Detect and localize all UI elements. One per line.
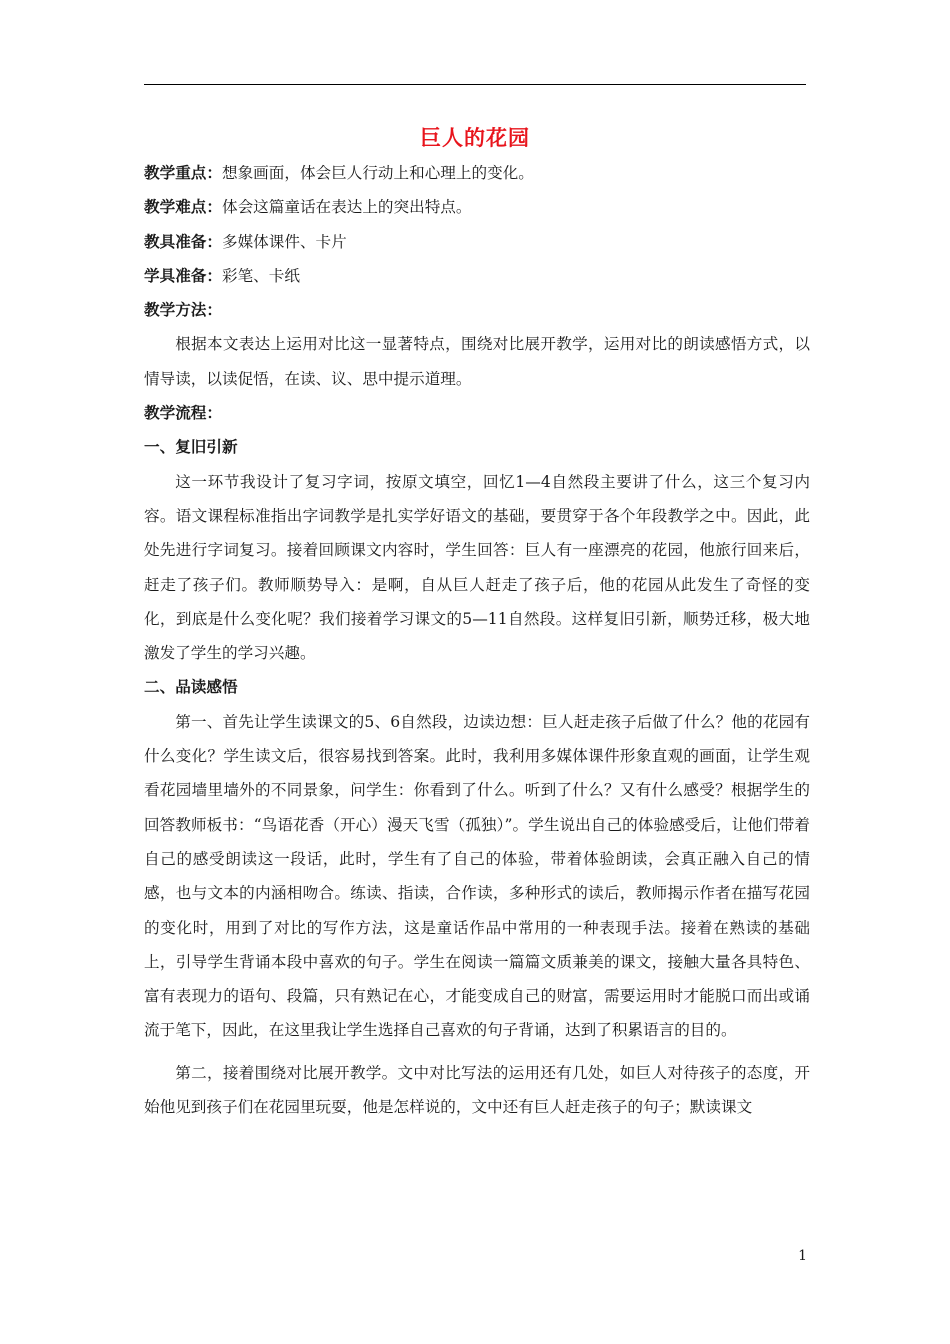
meta-label: 教学重点： — [144, 164, 222, 182]
meta-difficulty — [144, 190, 810, 224]
meta-label: 学具准备： — [144, 266, 222, 285]
meta-value: 体会这篇童话在表达上的突出特点。 — [221, 198, 472, 217]
header-rule — [144, 84, 806, 85]
meta-value: 多媒体课件、卡片 — [221, 232, 347, 251]
section-2-heading: 二、品读感悟 — [144, 678, 238, 697]
meta-key-point — [144, 156, 810, 190]
section-1-paragraph: 这一环节我设计了复习字词，按原文填空，回忆1—4自然段主要讲了什么，这三个复习内容。语文课程标准指出字词教学是扎实学好语文的基础，要贯穿于各个年段教学之中。因此，此处先进行字词复习。接着回顾课文内容时，学生回答：巨人有一座漂亮的花园，他旅行回来后，赶走了孩子们。教师顺势导入：是啊，自从巨人赶走了孩子后，他的花园从此发生了奇怪的变化，到底是什么变化呢？我们接着学习课文的5—11自然段。这样复旧引新，顺势迁移，极大地激发了学生的学习兴趣。 — [144, 472, 810, 663]
meta-value: 想象画面，体会巨人行动上和心理上的变化。 — [221, 164, 534, 182]
section-2-paragraph-2: 第二，接着围绕对比展开教学。文中对比写法的运用还有几处，如巨人对待孩子的态度，开始他见到孩子们在花园里玩耍，他是怎样说的，文中还有巨人赶走孩子的句子；默读课文 — [144, 1063, 810, 1117]
meta-student-materials — [144, 259, 810, 293]
meta-teacher-materials — [144, 225, 810, 259]
method-paragraph: 根据本文表达上运用对比这一显著特点，围绕对比展开教学，运用对比的朗读感悟方式，以情导读，以读促悟，在读、议、思中提示道理。 — [144, 335, 810, 388]
document-body — [144, 156, 810, 1124]
meta-value: 彩笔、卡纸 — [221, 266, 300, 285]
section-2-paragraph-1: 第一、首先让学生读课文的5、6自然段，边读边想：巨人赶走孩子后做了什么？他的花园有什么变化？学生读文后，很容易找到答案。此时，我利用多媒体课件形象直观的画面，让学生观看花园墙里墙外的不同景象，问学生：你看到了什么。听到了什么？又有什么感受？根据学生的回答教师板书：“鸟语花香（开心）漫天飞雪（孤独）”。学生说出自己的体验感受后，让他们带着自己的感受朗读这一段话，此时，学生有了自己的体验，带着体验朗读，会真正融入自己的情感，也与文本的内涵相吻合。练读、指读，合作读，多种形式的读后，教师揭示作者在描写花园的变化时，用到了对比的写作方法，这是童话作品中常用的一种表现手法。接着在熟读的基础上，引导学生背诵本段中喜欢的句子。学生在阅读一篇篇文质兼美的课文，接触大量各具特色、富有表现力的语句、段篇，只有熟记在心，才能变成自己的财富，需要运用时才能脱口而出或诵流于笔下，因此，在这里我让学生选择自己喜欢的句子背诵，达到了积累语言的目的。 — [144, 712, 810, 1040]
document-title: 巨人的花园 — [420, 126, 530, 150]
meta-label: 教学难点： — [144, 198, 222, 217]
flow-heading: 教学流程： — [144, 404, 222, 423]
page-number: 1 — [798, 1248, 807, 1264]
method-heading: 教学方法： — [144, 301, 222, 320]
meta-label: 教具准备： — [144, 232, 222, 251]
section-1-heading: 一、复旧引新 — [144, 438, 238, 457]
